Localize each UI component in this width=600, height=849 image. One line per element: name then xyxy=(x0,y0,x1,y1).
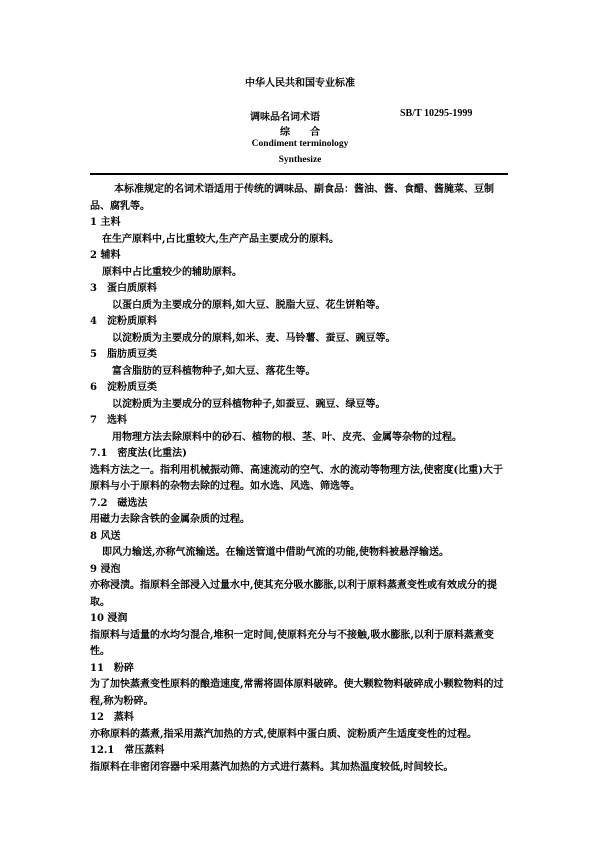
intro-paragraph: 本标准规定的名词术语适用于传统的调味品、副食品：酱油、酱、食醋、酱腌菜、豆制品、腐乳等。 xyxy=(90,184,494,212)
term-number: 12 xyxy=(90,712,104,723)
term-heading xyxy=(90,248,510,265)
term-definition: 亦称原料的蒸煮,指采用蒸汽加热的方式,使原料中蛋白质、淀粉质产生适度变性的过程。 xyxy=(90,728,477,740)
term-name: 密度法(比重法) xyxy=(117,448,187,459)
term-number: 5 xyxy=(90,349,97,360)
term-heading xyxy=(90,529,510,546)
term-heading xyxy=(90,743,510,760)
term-definition: 以蛋白质为主要成分的原料,如大豆、脱脂大豆、花生饼粕等。 xyxy=(112,299,386,311)
term-heading xyxy=(90,446,510,463)
term-name: 磁选法 xyxy=(117,497,148,509)
term-number: 7.2 xyxy=(90,497,108,509)
term-name: 选料 xyxy=(106,415,127,426)
term-heading xyxy=(90,347,510,364)
english-title: Condiment terminology xyxy=(251,139,349,149)
term-definition: 以淀粉质为主要成分的豆科植物种子,如蚕豆、豌豆、绿豆等。 xyxy=(112,398,386,410)
term-name: 脂肪质豆类 xyxy=(106,349,157,360)
term-name: 淀粉质原料 xyxy=(106,316,157,327)
standard-org: 中华人民共和国专业标准 xyxy=(245,78,355,89)
document-body xyxy=(90,182,510,776)
term-definition: 亦称浸渍。指原料全部浸入过量水中,使其充分吸水膨胀,以利于原料蒸煮变性或有效成分的提取。 xyxy=(90,580,497,608)
standard-code: SB/T 10295-1999 xyxy=(400,108,473,119)
term-number: 6 xyxy=(90,382,97,393)
term-definition: 用磁力去除含铁的金属杂质的过程。 xyxy=(90,514,250,525)
term-definition: 用物理方法去除原料中的砂石、植物的根、茎、叶、皮壳、金属等杂物的过程。 xyxy=(112,431,462,443)
term-definition: 选料方法之一。指利用机械振动筛、高速流动的空气、水的流动等物理方法,使密度(比重)大于原料与小于原料的杂物去除的过程。如水选、风选、筛选等。 xyxy=(90,464,503,492)
term-heading xyxy=(90,413,510,430)
term-heading xyxy=(90,496,510,513)
term-definition: 为了加快蒸煮变性原料的酿造速度,常需将固体原料破碎。使大颗粒物料破碎成小颗粒物料的过程,称为粉碎。 xyxy=(90,679,504,707)
document-subtitle: 综合 xyxy=(280,127,340,138)
term-heading xyxy=(90,314,510,331)
term-name: 主料 xyxy=(100,217,121,228)
term-number: 3 xyxy=(90,283,97,294)
term-heading xyxy=(90,661,510,678)
term-definition: 原料中占比重较少的辅助原料。 xyxy=(102,266,242,278)
term-name: 辅料 xyxy=(100,250,121,261)
term-name: 蛋白质原料 xyxy=(106,283,157,294)
term-heading xyxy=(90,562,510,579)
term-definition: 以淀粉质为主要成分的原料,如米、麦、马铃薯、蚕豆、豌豆等。 xyxy=(112,332,396,344)
term-name: 蒸料 xyxy=(113,712,134,723)
term-definition: 在生产原料中,占比重较大,生产产品主要成分的原料。 xyxy=(102,233,339,245)
english-subtitle: Synthesize xyxy=(278,155,322,165)
term-heading xyxy=(90,611,510,628)
term-name: 粉碎 xyxy=(113,662,134,674)
term-number: 7 xyxy=(90,415,97,426)
term-name: 浸润 xyxy=(107,613,128,624)
term-definition: 指原料与适量的水均匀混合,堆积一定时间,使原料充分与不接触,吸水膨胀,以利于原料蒸煮变性。 xyxy=(90,629,494,657)
term-name: 风送 xyxy=(100,530,121,542)
term-number: 12.1 xyxy=(90,745,115,756)
term-definition: 即风力输送,亦称气流输送。在输送管道中借助气流的功能,使物料被悬浮输送。 xyxy=(102,547,449,558)
term-heading xyxy=(90,215,510,232)
term-definition: 富含脂肪的豆科植物种子,如大豆、落花生等。 xyxy=(112,365,316,377)
term-name: 常压蒸料 xyxy=(124,745,165,756)
term-heading xyxy=(90,380,510,397)
term-number: 8 xyxy=(90,530,97,542)
term-number: 7.1 xyxy=(90,448,108,459)
term-number: 9 xyxy=(90,563,97,575)
document-title: 调味品名词术语 xyxy=(250,112,320,123)
header-divider xyxy=(90,173,508,175)
term-heading xyxy=(90,281,510,298)
term-number: 11 xyxy=(90,662,104,674)
term-number: 1 xyxy=(90,217,97,228)
term-number: 2 xyxy=(90,250,97,261)
term-heading xyxy=(90,710,510,727)
term-definition: 指原料在非密闭容器中采用蒸汽加热的方式进行蒸料。其加热温度较低,时间较长。 xyxy=(90,761,454,773)
term-number: 4 xyxy=(90,316,97,327)
term-name: 淀粉质豆类 xyxy=(106,382,157,393)
term-number: 10 xyxy=(90,613,104,624)
term-name: 浸泡 xyxy=(100,563,121,575)
